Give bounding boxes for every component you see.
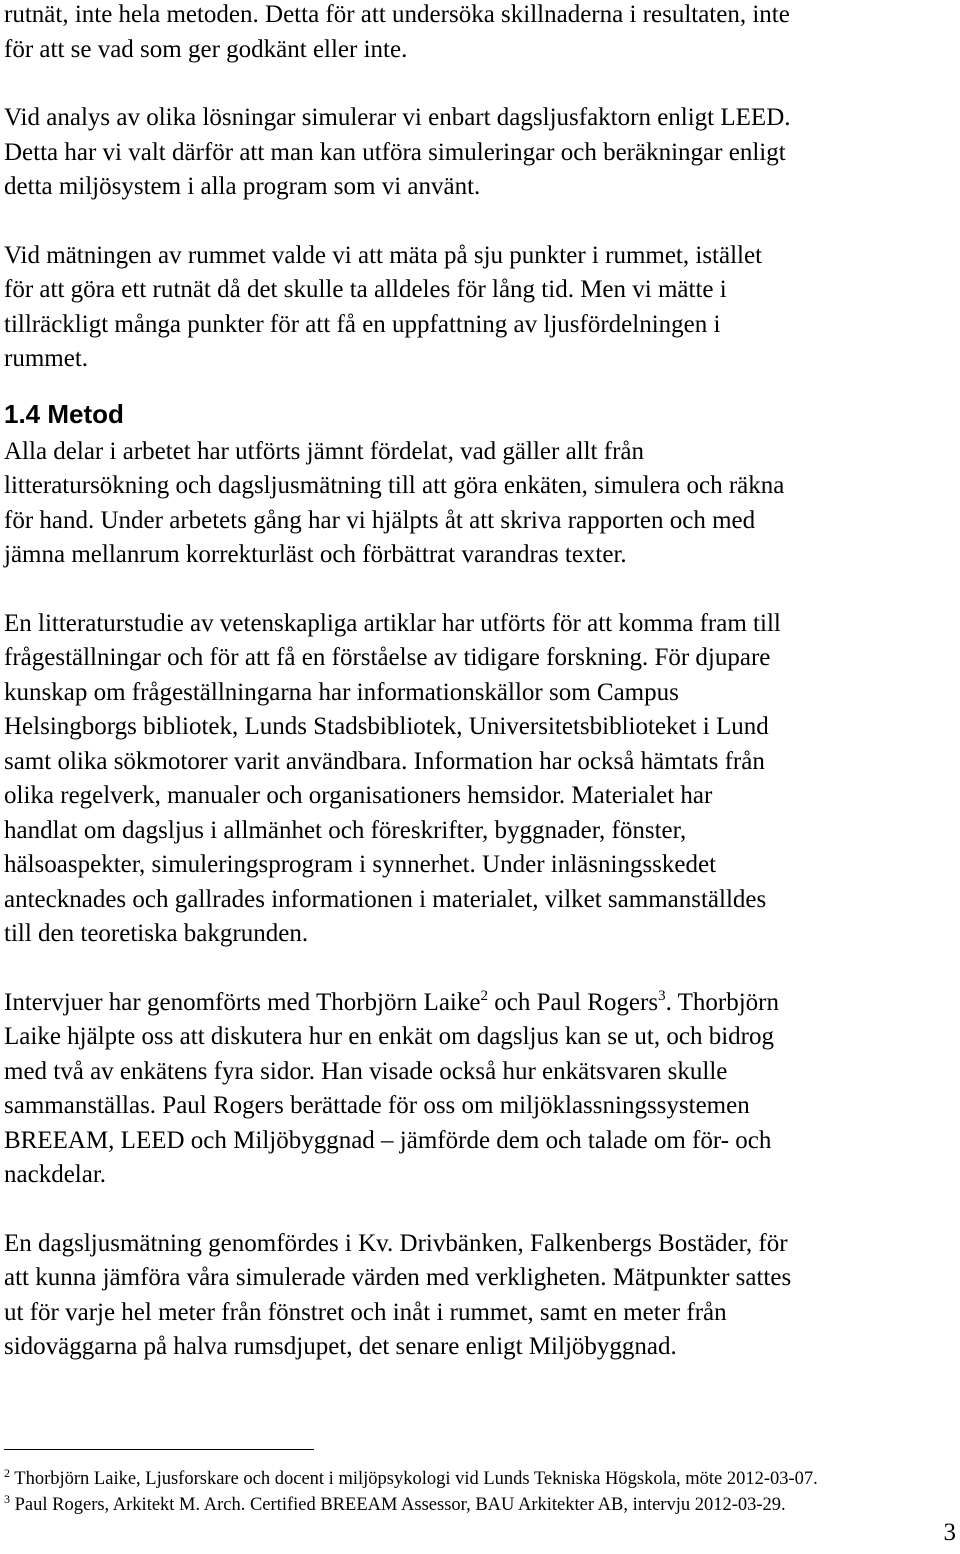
text-line: rummet.	[4, 345, 89, 372]
text-line: olika regelverk, manualer och organisationers hemsidor. Materialet har	[4, 782, 713, 809]
measurement-points-paragraph	[4, 239, 956, 377]
method-paragraph	[4, 435, 956, 573]
analysis-paragraph	[4, 101, 956, 205]
footnote-item	[4, 1466, 956, 1492]
footnote-ref[interactable]: 2	[480, 987, 488, 1004]
interview-paragraph	[4, 986, 956, 1193]
text-line: antecknades och gallrades informationen i materialet, vilket sammanställdes	[4, 885, 767, 913]
text-line: att kunna jämföra våra simulerade värden med verkligheten. Mätpunkter sattes	[4, 1264, 792, 1291]
section-heading: 1.4 Metod	[4, 398, 124, 429]
text-line: Helsingborgs bibliotek, Lunds Stadsbibliotek, Universitetsbiblioteket i Lund	[4, 713, 769, 740]
text-fragment: Intervjuer har genomförts med Thorbjörn Laike	[4, 988, 481, 1016]
text-line: Laike hjälpte oss att diskutera hur en enkät om dagsljus kan se ut, och bidrog	[4, 1023, 774, 1050]
text-line: En dagsljusmätning genomfördes i Kv. Drivbänken, Falkenbergs Bostäder, för	[4, 1229, 788, 1257]
text-line: för att göra ett rutnät då det skulle ta alldeles för lång tid. Men vi mätte i	[4, 276, 727, 303]
text-line: sammanställas. Paul Rogers berättade för oss om miljöklassningssystemen	[4, 1092, 750, 1119]
text-line: för att se vad som ger godkänt eller inte.	[4, 35, 408, 63]
text-line: BREEAM, LEED och Miljöbyggnad – jämförde dem och talade om för- och	[4, 1126, 772, 1154]
text-fragment: och Paul Rogers	[487, 988, 659, 1016]
text-line: handlat om dagsljus i allmänhet och föreskrifter, byggnader, fönster,	[4, 816, 687, 844]
text-line: kunskap om frågeställningarna har informationskällor som Campus	[4, 678, 679, 706]
text-line: Vid mätningen av rummet valde vi att mäta på sju punkter i rummet, istället	[4, 241, 763, 269]
text-line: sidoväggarna på halva rumsdjupet, det senare enligt Miljöbyggnad.	[4, 1333, 677, 1360]
text-line: En litteraturstudie av vetenskapliga artiklar har utförts för att komma fram till	[4, 609, 781, 637]
text-line: Vid analys av olika lösningar simulerar vi enbart dagsljusfaktorn enligt LEED.	[4, 104, 791, 131]
text-line: detta miljösystem i alla program som vi använt.	[4, 173, 481, 200]
footnote-text: Paul Rogers, Arkitekt M. Arch. Certified BREEAM Assessor, BAU Arkitekter AB, intervju 2012-03-29.	[10, 1495, 786, 1515]
footnote-mark: 2	[4, 1466, 10, 1480]
text-line: hälsoaspekter, simuleringsprogram i synnerhet. Under inläsningsskedet	[4, 851, 717, 878]
text-line: samt olika sökmotorer varit användbara. Information har också hämtats från	[4, 747, 765, 775]
intro-paragraph	[4, 0, 956, 67]
text-line: till den teoretiska bakgrunden.	[4, 920, 309, 947]
document-page	[4, 0, 956, 1365]
footnotes	[4, 1466, 956, 1518]
text-line: nackdelar.	[4, 1161, 107, 1188]
page-number: 3	[943, 1519, 956, 1546]
text-line: ut för varje hel meter från fönstret och inåt i rummet, samt en meter från	[4, 1298, 727, 1326]
footnote-text: Thorbjörn Laike, Ljusforskare och docent i miljöpsykologi vid Lunds Tekniska Högskola, möte 2012-03-07.	[10, 1469, 818, 1489]
footnote-divider	[4, 1449, 314, 1450]
text-line: litteratursökning och dagsljusmätning till att göra enkäten, simulera och räkna	[4, 472, 785, 499]
footnote-item	[4, 1492, 956, 1518]
text-line: frågeställningar och för att få en förståelse av tidigare forskning. För djupare	[4, 644, 771, 671]
text-line: tillräckligt många punkter för att få en uppfattning av ljusfördelningen i	[4, 310, 721, 338]
text-line: jämna mellanrum korrekturläst och förbättrat varandras texter.	[4, 541, 627, 568]
literature-paragraph	[4, 607, 956, 952]
text-line: Alla delar i arbetet har utförts jämnt fördelat, vad gäller allt från	[4, 437, 645, 465]
text-line: Detta har vi valt därför att man kan utföra simuleringar och beräkningar enligt	[4, 138, 786, 166]
text-fragment: . Thorbjörn	[665, 988, 780, 1016]
footnote-mark: 3	[4, 1492, 10, 1506]
footnote-ref[interactable]: 3	[658, 987, 666, 1004]
text-line	[4, 986, 956, 1021]
daylight-measurement-paragraph	[4, 1227, 956, 1365]
text-line: för hand. Under arbetets gång har vi hjälpts åt att skriva rapporten och med	[4, 506, 756, 534]
text-line: med två av enkätens fyra sidor. Han visade också hur enkätsvaren skulle	[4, 1057, 728, 1085]
text-line: rutnät, inte hela metoden. Detta för att undersöka skillnaderna i resultaten, inte	[4, 1, 790, 28]
